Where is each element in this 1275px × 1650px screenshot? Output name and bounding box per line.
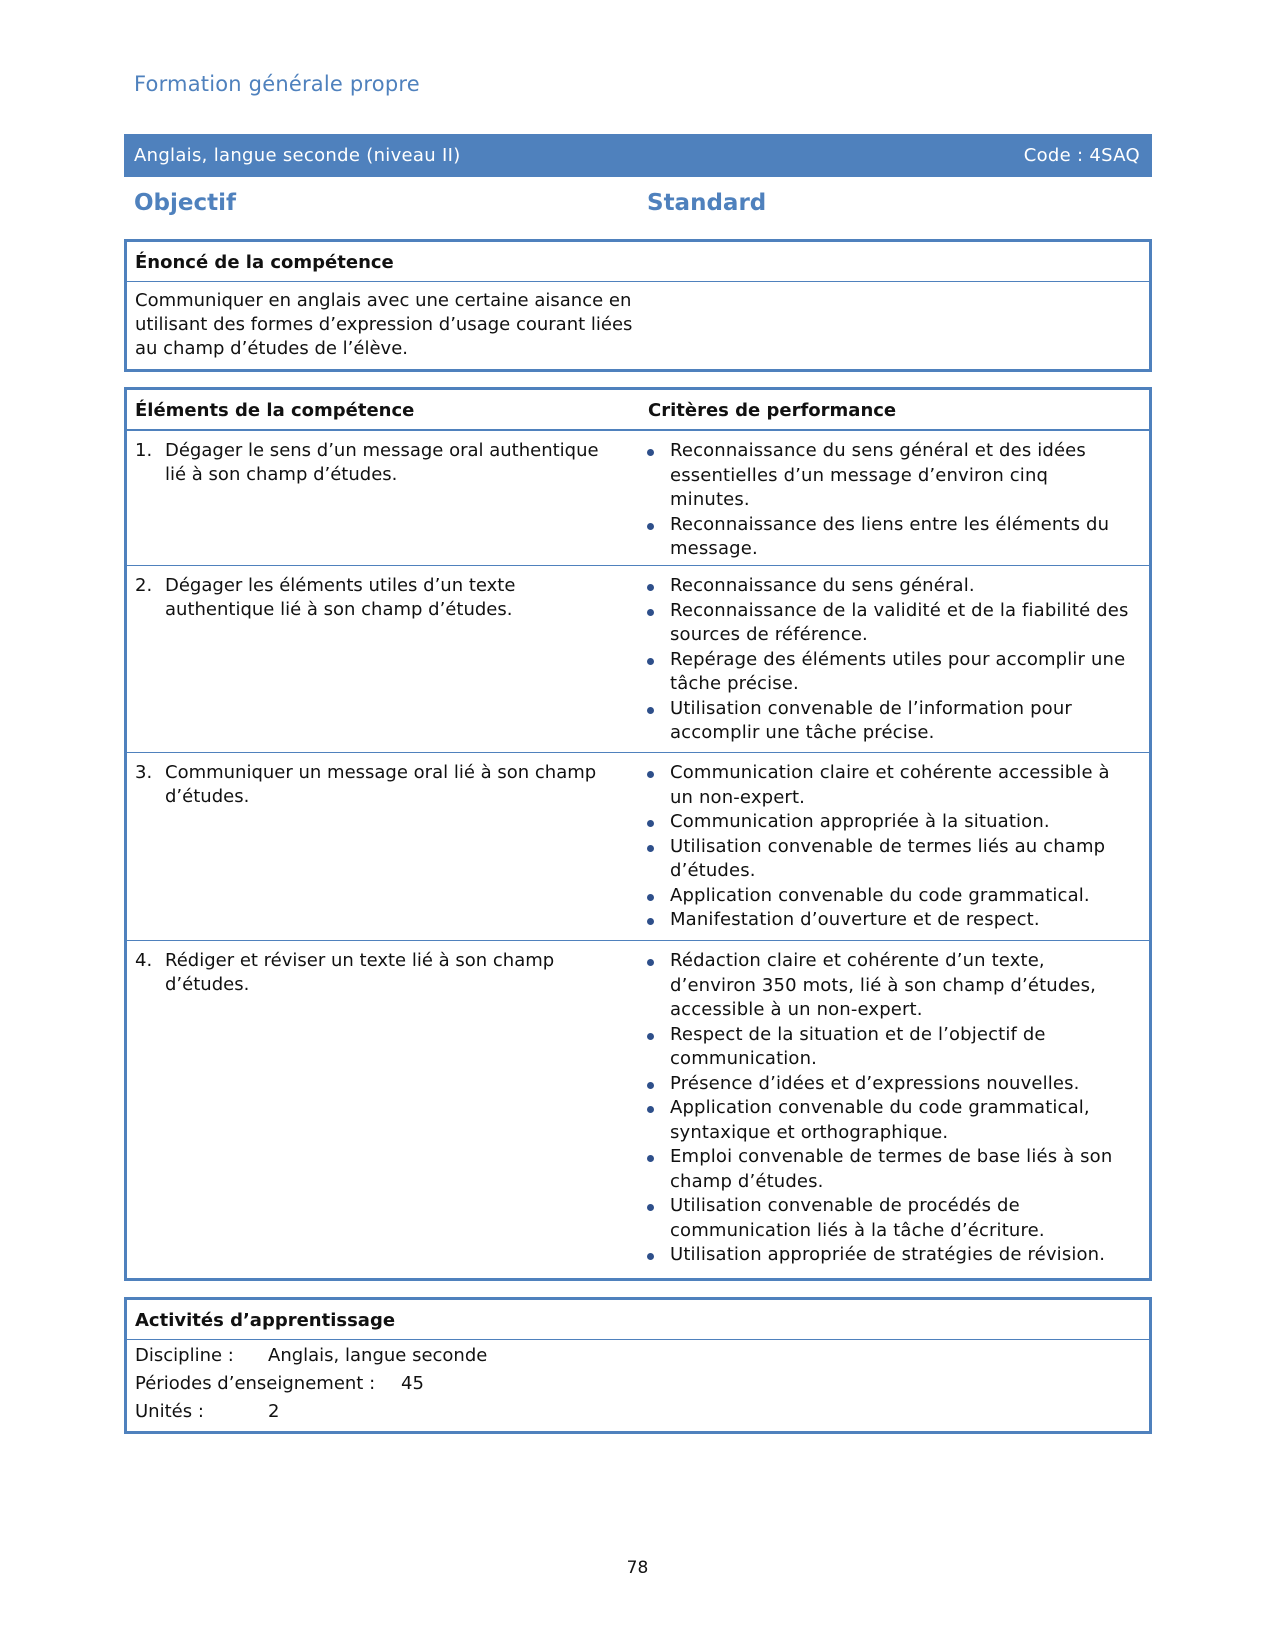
bullet-icon xyxy=(640,599,670,648)
criteria-item xyxy=(640,648,1139,697)
course-header-bar xyxy=(124,134,1152,177)
bullet-icon xyxy=(640,1023,670,1072)
criteria-text: Présence d’idées et d’expressions nouvelles. xyxy=(670,1072,1080,1094)
unites-label: Unités : xyxy=(135,1401,204,1422)
bullet-icon xyxy=(640,1243,670,1268)
enonce-heading-label: Énoncé de la compétence xyxy=(135,252,394,273)
elements-heading-row xyxy=(127,390,1149,430)
unites-line xyxy=(135,1398,1141,1426)
criteria-text: Utilisation convenable de l’information pour accomplir une tâche précise. xyxy=(670,697,1072,743)
standard-heading: Standard xyxy=(647,190,767,216)
section-title: Formation générale propre xyxy=(134,72,420,96)
bullet-icon xyxy=(640,697,670,746)
criteria-item xyxy=(640,1243,1139,1268)
bullet-icon xyxy=(640,835,670,884)
criteria-item xyxy=(640,761,1139,810)
bullet-icon xyxy=(640,1072,670,1097)
activites-box xyxy=(124,1297,1152,1434)
criteria-text: Reconnaissance du sens général et des idées essentielles d’un message d’environ cinq minutes. xyxy=(670,440,1086,510)
bullet-icon xyxy=(640,1194,670,1243)
element-text: Dégager le sens d’un message oral authentique lié à son champ d’études. xyxy=(165,440,599,485)
criteria-text: Communication appropriée à la situation. xyxy=(670,811,1050,832)
element-cell xyxy=(127,431,640,565)
criteria-item xyxy=(640,884,1139,909)
element-cell xyxy=(127,566,640,752)
criteria-item xyxy=(640,835,1139,884)
bullet-icon xyxy=(640,513,670,562)
criteria-item xyxy=(640,1096,1139,1145)
element-cell xyxy=(127,753,640,940)
discipline-value: Anglais, langue seconde xyxy=(268,1345,488,1366)
course-title: Anglais, langue seconde (niveau II) xyxy=(134,145,461,166)
periodes-label: Périodes d’enseignement : xyxy=(135,1373,376,1394)
criteria-text: Utilisation appropriée de stratégies de révision. xyxy=(670,1244,1106,1265)
criteria-item xyxy=(640,810,1139,835)
criteria-item xyxy=(640,949,1139,1023)
criteria-item xyxy=(640,697,1139,746)
elements-box xyxy=(124,387,1152,1281)
column-headings xyxy=(134,190,1144,224)
criteria-list xyxy=(640,753,1149,940)
criteria-item xyxy=(640,1023,1139,1072)
criteria-text: Reconnaissance des liens entre les éléments du message. xyxy=(670,513,1110,559)
enonce-box xyxy=(124,239,1152,372)
page-number: 78 xyxy=(626,1558,649,1578)
criteria-list xyxy=(640,566,1149,752)
enonce-text: Communiquer en anglais avec une certaine aisance en utilisant des formes d’expression d’usage courant liées au champ d’études de l’élève. xyxy=(135,290,633,359)
criteria-item xyxy=(640,1194,1139,1243)
criteria-text: Reconnaissance de la validité et de la fiabilité des sources de référence. xyxy=(670,599,1129,645)
unites-value: 2 xyxy=(268,1401,280,1422)
bullet-icon xyxy=(640,439,670,513)
element-text: Dégager les éléments utiles d’un texte authentique lié à son champ d’études. xyxy=(165,575,516,620)
criteria-item xyxy=(640,908,1139,933)
criteria-text: Application convenable du code grammatical. xyxy=(670,884,1090,906)
criteria-text: Utilisation convenable de procédés de communication liés à la tâche d’écriture. xyxy=(670,1195,1045,1241)
criteria-heading: Critères de performance xyxy=(648,400,897,421)
criteria-item xyxy=(640,599,1139,648)
element-row xyxy=(127,940,1149,1276)
criteria-text: Utilisation convenable de termes liés au champ d’études. xyxy=(670,835,1106,881)
criteria-text: Application convenable du code grammatical, syntaxique et orthographique. xyxy=(670,1097,1090,1143)
objectif-heading: Objectif xyxy=(134,190,237,216)
activites-heading xyxy=(127,1300,1149,1340)
element-row xyxy=(127,430,1149,565)
bullet-icon xyxy=(640,1096,670,1145)
criteria-text: Communication claire et cohérente accessible à un non-expert. xyxy=(670,762,1110,808)
bullet-icon xyxy=(640,884,670,909)
bullet-icon xyxy=(640,908,670,933)
discipline-label: Discipline : xyxy=(135,1345,234,1366)
bullet-icon xyxy=(640,1145,670,1194)
elements-heading: Éléments de la compétence xyxy=(135,400,415,421)
enonce-heading xyxy=(127,242,1149,282)
criteria-text: Manifestation d’ouverture et de respect. xyxy=(670,909,1040,930)
criteria-text: Reconnaissance du sens général. xyxy=(670,575,975,596)
criteria-text: Repérage des éléments utiles pour accomplir une tâche précise. xyxy=(670,648,1126,694)
criteria-item xyxy=(640,1072,1139,1097)
criteria-text: Respect de la situation et de l’objectif de communication. xyxy=(670,1023,1046,1069)
activites-body xyxy=(127,1340,1149,1432)
element-text: Communiquer un message oral lié à son champ d’études. xyxy=(165,762,597,807)
periodes-line xyxy=(135,1370,1141,1398)
element-number: 2. xyxy=(135,575,153,596)
element-row xyxy=(127,565,1149,752)
bullet-icon xyxy=(640,574,670,599)
course-code: Code : 4SAQ xyxy=(1023,145,1140,166)
discipline-line xyxy=(135,1342,1141,1370)
bullet-icon xyxy=(640,761,670,810)
criteria-item xyxy=(640,513,1139,562)
criteria-item xyxy=(640,574,1139,599)
element-cell xyxy=(127,941,640,1276)
activites-heading-label: Activités d’apprentissage xyxy=(135,1310,396,1331)
element-row xyxy=(127,752,1149,940)
criteria-item xyxy=(640,439,1139,513)
periodes-value: 45 xyxy=(401,1373,424,1394)
criteria-text: Emploi convenable de termes de base liés à son champ d’études. xyxy=(670,1146,1113,1192)
element-number: 3. xyxy=(135,762,153,783)
element-number: 4. xyxy=(135,950,153,971)
element-number: 1. xyxy=(135,440,153,461)
criteria-list xyxy=(640,431,1149,565)
bullet-icon xyxy=(640,810,670,835)
bullet-icon xyxy=(640,648,670,697)
criteria-text: Rédaction claire et cohérente d’un texte, d’environ 350 mots, lié à son champ d’études, accessible à un non-expert. xyxy=(670,950,1097,1020)
criteria-item xyxy=(640,1145,1139,1194)
element-text: Rédiger et réviser un texte lié à son champ d’études. xyxy=(165,950,555,995)
criteria-list xyxy=(640,941,1149,1276)
bullet-icon xyxy=(640,949,670,1023)
